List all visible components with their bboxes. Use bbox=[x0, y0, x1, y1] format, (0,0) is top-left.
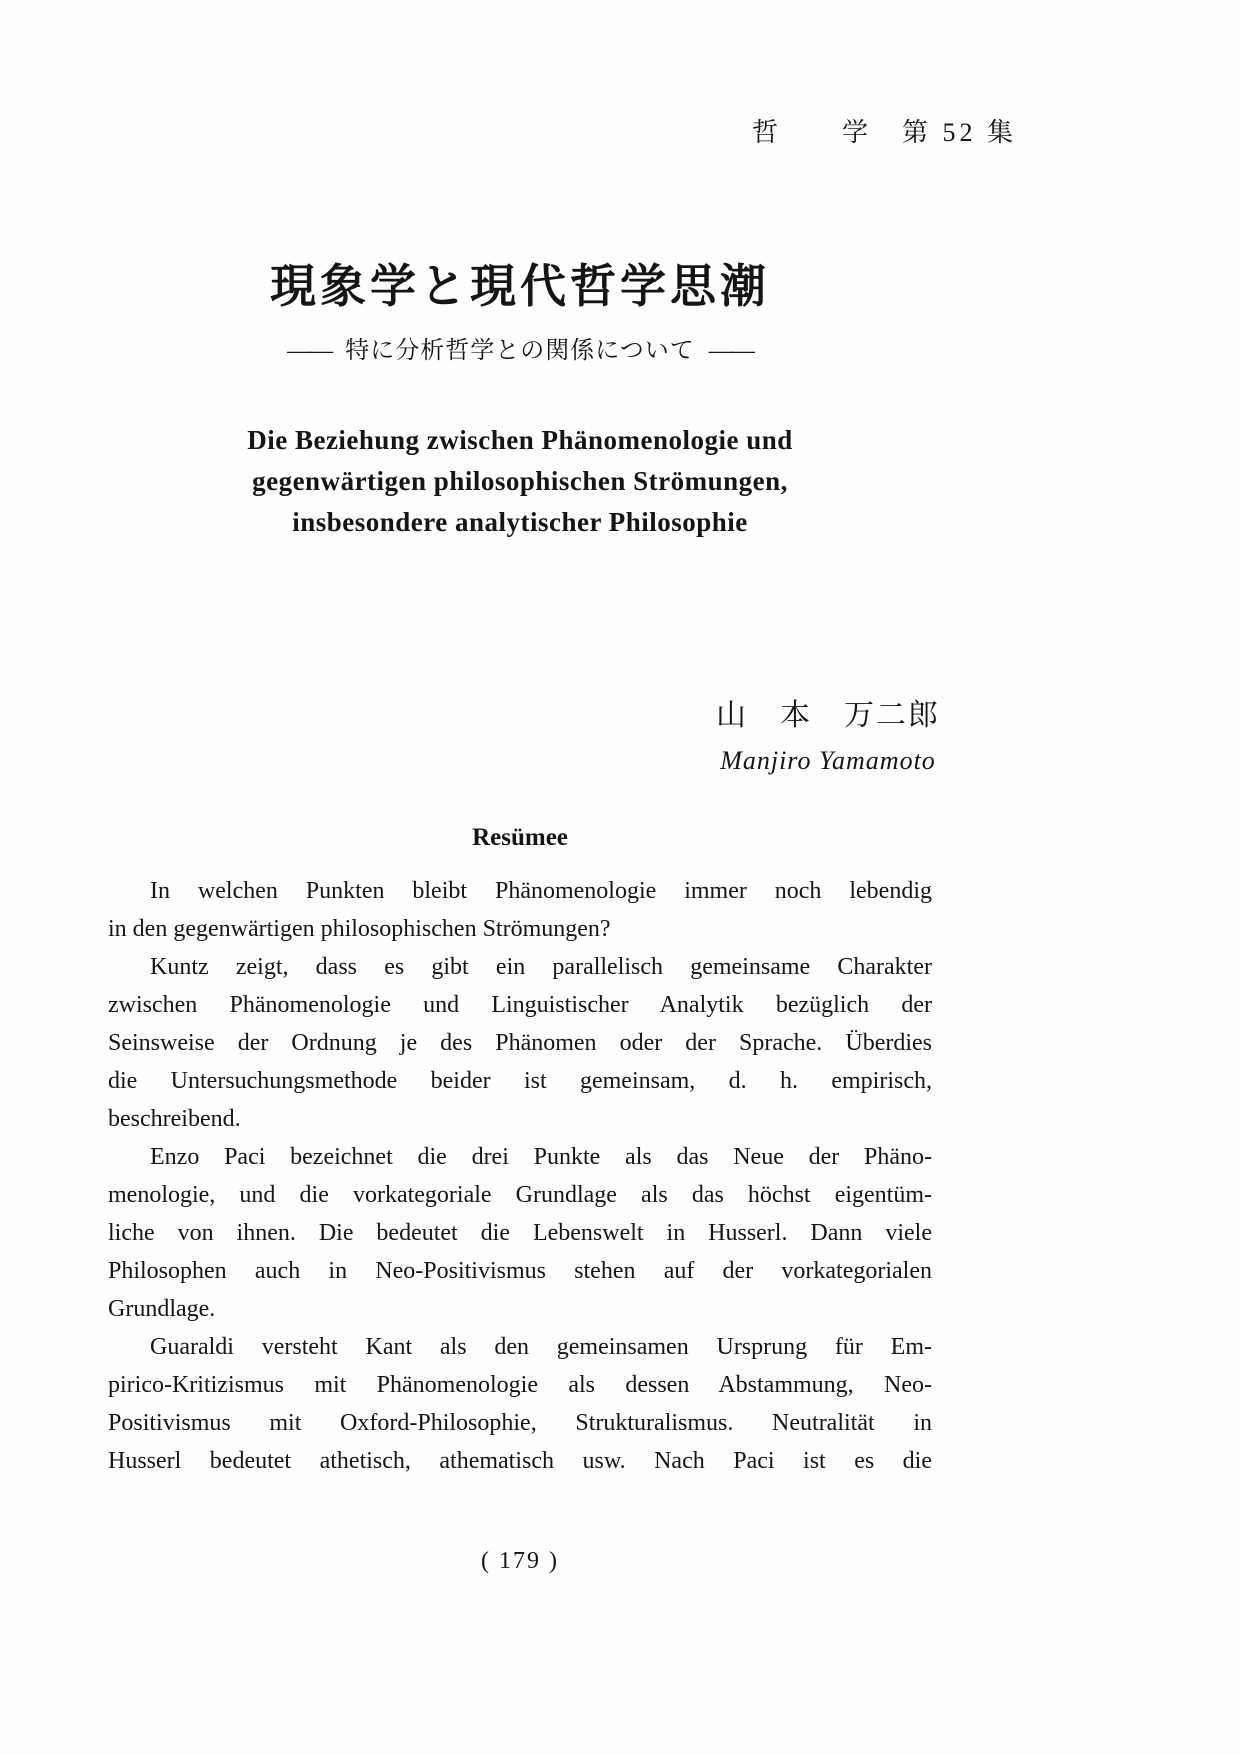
body-line: die Untersuchungsmethode beider ist gemeinsam, d. h. empirisch, bbox=[108, 1068, 932, 1094]
resume-body bbox=[108, 872, 932, 1480]
article-subtitle-japanese bbox=[0, 330, 1040, 365]
body-line: Husserl bedeutet athetisch, athematisch usw. Nach Paci ist es die bbox=[108, 1448, 932, 1474]
paragraph-2 bbox=[108, 948, 932, 1138]
author-block bbox=[716, 690, 940, 776]
german-title-line-1: Die Beziehung zwischen Phänomenologie und bbox=[247, 425, 793, 455]
body-line: Positivismus mit Oxford-Philosophie, Strukturalismus. Neutralität in bbox=[108, 1410, 932, 1436]
body-line: pirico-Kritizismus mit Phänomenologie als dessen Abstammung, Neo- bbox=[108, 1372, 932, 1398]
paragraph-4 bbox=[108, 1328, 932, 1480]
subtitle-dash-left: ―― bbox=[287, 338, 332, 364]
body-line: Kuntz zeigt, dass es gibt ein parallelisch gemeinsame Charakter bbox=[150, 954, 932, 980]
body-line: zwischen Phänomenologie und Linguistischer Analytik bezüglich der bbox=[108, 992, 932, 1018]
subtitle-dash-right: ―― bbox=[708, 338, 753, 364]
body-line: Grundlage. bbox=[108, 1296, 216, 1322]
page-number: ( 179 ) bbox=[481, 1548, 559, 1574]
article-title-japanese: 現象学と現代哲学思潮 bbox=[270, 261, 770, 312]
journal-volume-header: 哲 学 第 52 集 bbox=[751, 118, 1017, 147]
resume-heading: Resümee bbox=[472, 824, 568, 851]
paragraph-3 bbox=[108, 1138, 932, 1328]
body-line: liche von ihnen. Die bedeutet die Lebenswelt in Husserl. Dann viele bbox=[108, 1220, 932, 1246]
body-line: menologie, und die vorkategoriale Grundlage als das höchst eigentüm- bbox=[108, 1182, 932, 1208]
body-line: Seinsweise der Ordnung je des Phänomen oder der Sprache. Überdies bbox=[108, 1030, 932, 1056]
body-line: beschreibend. bbox=[108, 1106, 241, 1132]
subtitle-text: 特に分析哲学との関係について bbox=[345, 338, 695, 364]
body-line: Enzo Paci bezeichnet die drei Punkte als das Neue der Phäno- bbox=[150, 1144, 932, 1170]
paragraph-1 bbox=[108, 872, 932, 948]
body-line: in den gegenwärtigen philosophischen Strömungen? bbox=[108, 916, 611, 942]
author-name-japanese: 山 本 万二郎 bbox=[716, 699, 940, 732]
german-title-line-3: insbesondere analytischer Philosophie bbox=[292, 507, 748, 537]
author-name-romanized: Manjiro Yamamoto bbox=[720, 746, 936, 775]
body-line: Philosophen auch in Neo-Positivismus stehen auf der vorkategorialen bbox=[108, 1258, 932, 1284]
body-line: Guaraldi versteht Kant als den gemeinsamen Ursprung für Em- bbox=[150, 1334, 932, 1360]
article-title-german bbox=[0, 420, 1040, 543]
german-title-line-2: gegenwärtigen philosophischen Strömungen, bbox=[252, 466, 788, 496]
body-line: In welchen Punkten bleibt Phänomenologie immer noch lebendig bbox=[150, 878, 932, 904]
